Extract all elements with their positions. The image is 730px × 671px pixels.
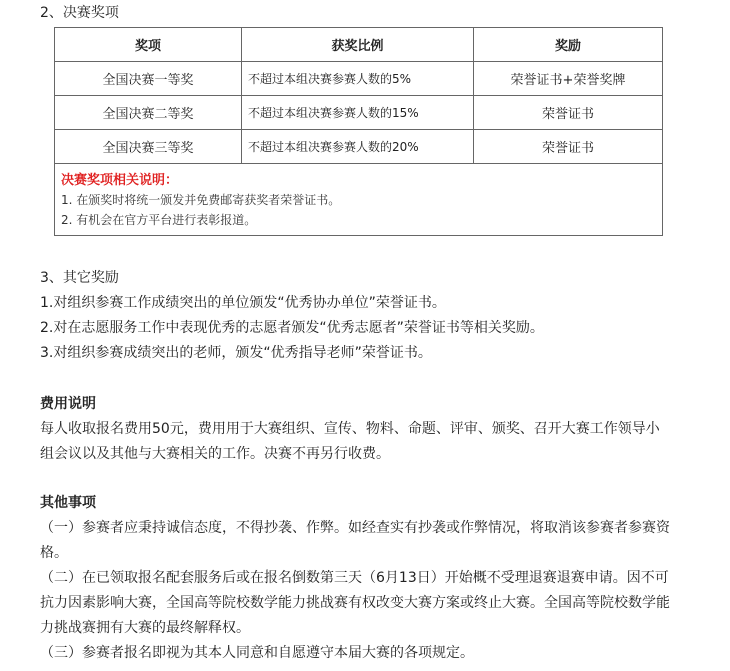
final-awards-title: 2、决赛奖项 <box>40 5 119 21</box>
award-ratio: 不超过本组决赛参赛人数的5% <box>242 62 474 96</box>
award-name: 全国决赛一等奖 <box>55 62 242 96</box>
other-awards-title: 3、其它奖励 <box>40 270 119 286</box>
matter-text: 格。 <box>40 545 68 561</box>
matter-text: 力挑战赛拥有大赛的最终解释权。 <box>40 620 250 636</box>
award-name: 全国决赛二等奖 <box>55 96 242 130</box>
award-name: 全国决赛三等奖 <box>55 130 242 164</box>
header-ratio: 获奖比例 <box>242 28 474 62</box>
matter-text: （二）在已领取报名配套服务后或在报名倒数第三天（6月13日）开始概不受理退赛退赛申请。因不可 <box>40 570 669 586</box>
fees-text: 每人收取报名费用50元，费用用于大赛组织、宣传、物料、命题、评审、颁奖、召开大赛工作领导小 <box>40 421 660 437</box>
notes-row <box>55 164 663 236</box>
header-award: 奖项 <box>55 28 242 62</box>
fees-text: 组会议以及其他与大赛相关的工作。决赛不再另行收费。 <box>40 446 390 462</box>
other-award-item: 1.对组织参赛工作成绩突出的单位颁发“优秀协办单位”荣誉证书。 <box>40 295 446 311</box>
note-item: 1. 在颁奖时将统一颁发并免费邮寄获奖者荣誉证书。 <box>61 193 341 207</box>
matter-text: （一）参赛者应秉持诚信态度，不得抄袭、作弊。如经查实有抄袭或作弊情况，将取消该参赛者参赛资 <box>40 520 670 536</box>
other-award-item: 3.对组织参赛成绩突出的老师，颁发“优秀指导老师”荣誉证书。 <box>40 345 432 361</box>
other-matters-title: 其他事项 <box>40 495 96 511</box>
award-reward: 荣誉证书 <box>474 130 663 164</box>
table-row <box>55 62 663 96</box>
note-item: 2. 有机会在官方平台进行表彰报道。 <box>61 213 257 227</box>
award-ratio: 不超过本组决赛参赛人数的15% <box>242 96 474 130</box>
notes-title: 决赛奖项相关说明： <box>61 173 179 188</box>
other-award-item: 2.对在志愿服务工作中表现优秀的志愿者颁发“优秀志愿者”荣誉证书等相关奖励。 <box>40 320 544 336</box>
final-awards-table <box>54 27 663 236</box>
award-ratio: 不超过本组决赛参赛人数的20% <box>242 130 474 164</box>
other-awards-section <box>40 266 544 366</box>
table-row <box>55 96 663 130</box>
fees-section <box>40 392 660 467</box>
award-reward: 荣誉证书 <box>474 96 663 130</box>
matter-text: 抗力因素影响大赛，全国高等院校数学能力挑战赛有权改变大赛方案或终止大赛。全国高等院校数学能 <box>40 595 670 611</box>
award-reward: 荣誉证书+荣誉奖牌 <box>474 62 663 96</box>
table-row <box>55 130 663 164</box>
matter-text: （三）参赛者报名即视为其本人同意和自愿遵守本届大赛的各项规定。 <box>40 645 474 661</box>
table-header-row <box>55 28 663 62</box>
other-matters-section <box>40 491 670 666</box>
notes-cell <box>55 164 663 236</box>
fees-title: 费用说明 <box>40 396 96 412</box>
header-reward: 奖励 <box>474 28 663 62</box>
